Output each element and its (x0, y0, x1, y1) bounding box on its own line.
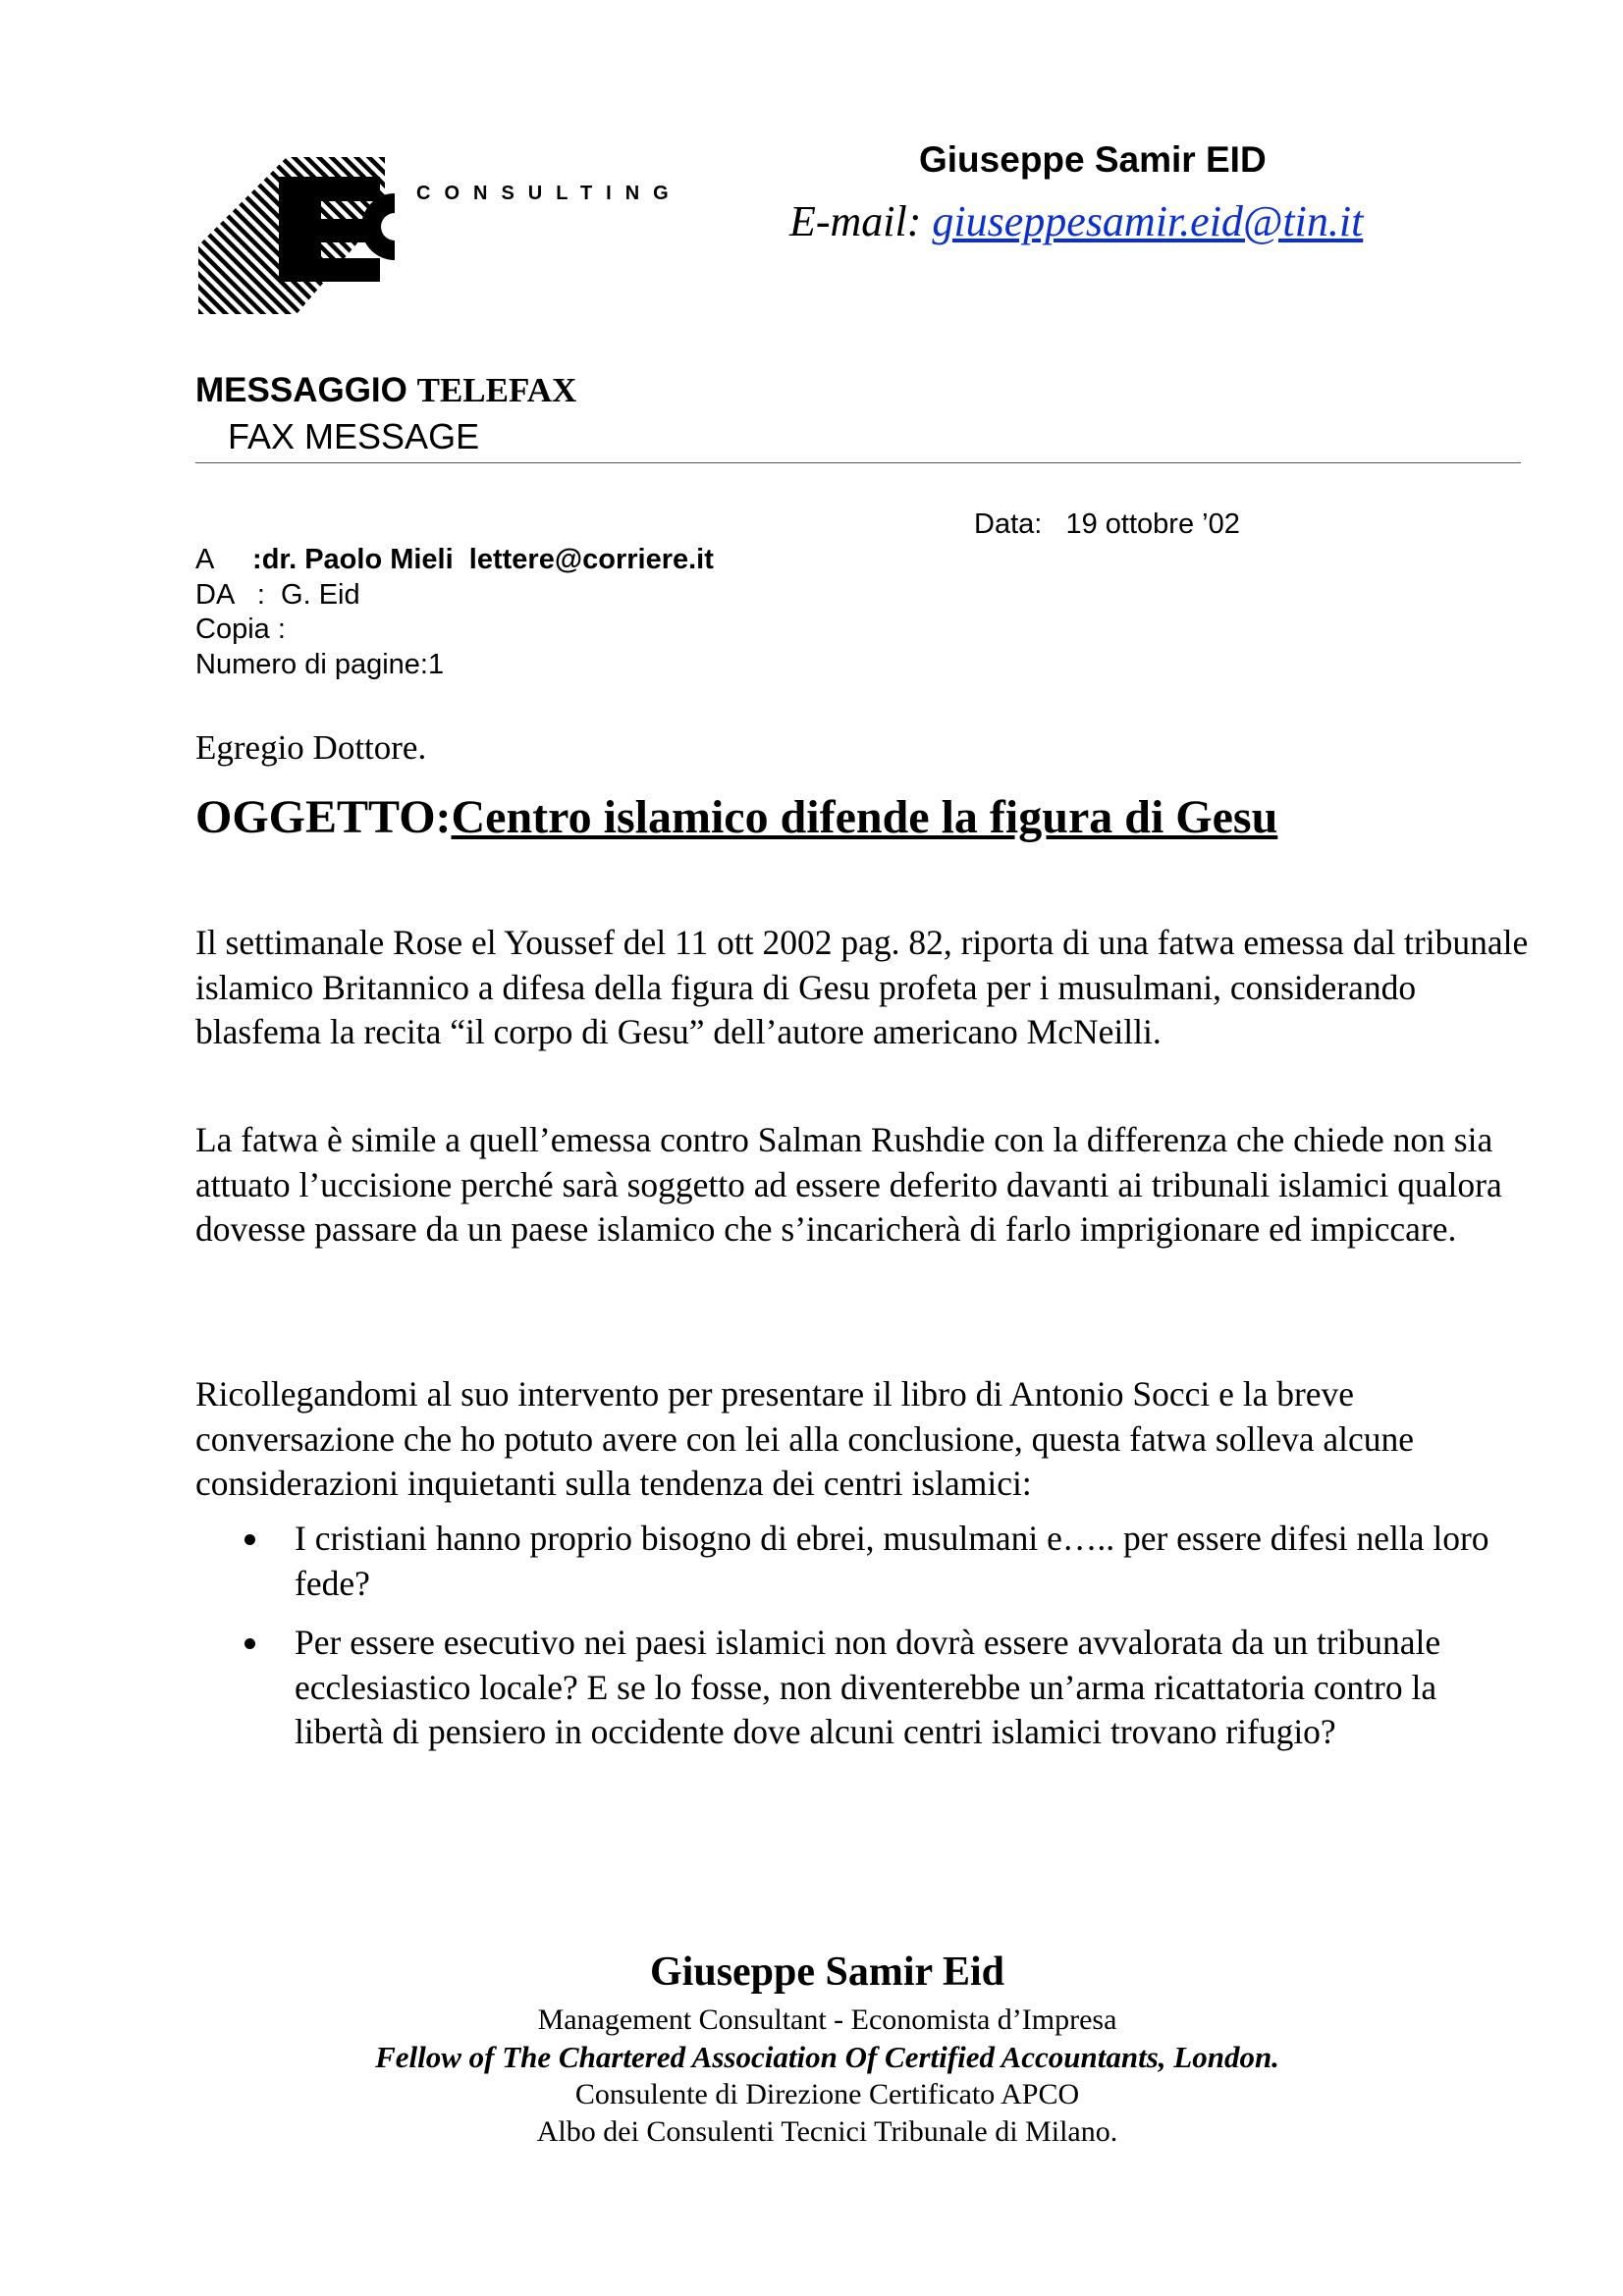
subject (195, 790, 1277, 844)
bullet-list (195, 1517, 1531, 1770)
paragraph-1: Il settimanale Rose el Youssef del 11 ott 2002 pag. 82, riporta di una fatwa emessa dal tribunale islamico Britannico a difesa della figura di Gesu profeta per i musulmani, considerando blasfema la recita “il corpo di Gesu” dell’autore americano McNeilli. (195, 923, 1529, 1051)
subject-text: Centro islamico difende la figura di Gesu (451, 791, 1278, 843)
to-value: :dr. Paolo Mieli lettere@corriere.it (252, 544, 714, 575)
list-item (195, 1517, 1531, 1606)
logo-text: CONSULTING (416, 183, 682, 204)
email-link[interactable]: giuseppesamir.eid@tin.it (932, 197, 1364, 245)
signature-line-3: Consulente di Direzione Certificato APCO (574, 2078, 1080, 2110)
signature-line-4: Albo dei Consulenti Tecnici Tribunale di Milano. (536, 2115, 1118, 2148)
copy-line: Copia : (195, 614, 286, 645)
signature-name: Giuseppe Samir Eid (650, 1949, 1004, 1995)
list-item-text: I cristiani hanno proprio bisogno di ebrei, musulmani e….. per essere difesi nella loro fede? (295, 1519, 1489, 1603)
signature-line-2: Fellow of The Chartered Association Of Certified Accountants, London. (375, 2040, 1279, 2074)
bullet-icon (244, 1638, 255, 1649)
list-item-text: Per essere esecutivo nei paesi islamici non dovrà essere avvalorata da un tribunale ecclesiastico locale? E se lo fosse, non diventerebbe un’arma ricattatoria contro la libertà di pensiero in occidente dove alcuni centri islamici trovano rifugio? (295, 1623, 1441, 1751)
fax-subtitle: FAX MESSAGE (228, 416, 480, 456)
date-line: Data: 19 ottobre ’02 (974, 508, 1240, 540)
pages-line: Numero di pagine:1 (195, 649, 445, 680)
from-line: DA : G. Eid (195, 579, 360, 611)
bullet-icon (244, 1534, 255, 1545)
list-item (195, 1621, 1531, 1755)
to-line (195, 544, 714, 576)
paragraph-2: La fatwa è simile a quell’emessa contro Salman Rushdie con la differenza che chiede non sia attuato l’uccisione perché sarà soggetto ad essere deferito davanti ai tribunali islamici qualora dovesse passare da un paese islamico che s’incaricherà di farlo imprigionare ed impiccare. (195, 1120, 1502, 1249)
fax-title (195, 371, 576, 410)
paragraph-3: Ricollegandomi al suo intervento per presentare il libro di Antonio Socci e la breve conversazione che ho potuto avere con lei alla conclusione, questa fatwa solleva alcune considerazioni inquietanti sulla tendenza dei centri islamici: (195, 1374, 1414, 1503)
to-label: A (195, 544, 253, 575)
email-line (789, 196, 1363, 246)
fax-title-part2: TELEFAX (416, 371, 577, 409)
salutation: Egregio Dottore. (195, 728, 427, 767)
subject-label: OGGETTO: (195, 791, 452, 843)
header-divider (195, 462, 1521, 463)
email-label: E-mail: (789, 197, 933, 245)
ec-consulting-logo (198, 152, 670, 319)
sender-name: Giuseppe Samir EID (919, 139, 1267, 180)
signature-line-1: Management Consultant - Economista d’Impresa (537, 2003, 1117, 2036)
fax-title-part1: MESSAGGIO (195, 371, 417, 409)
